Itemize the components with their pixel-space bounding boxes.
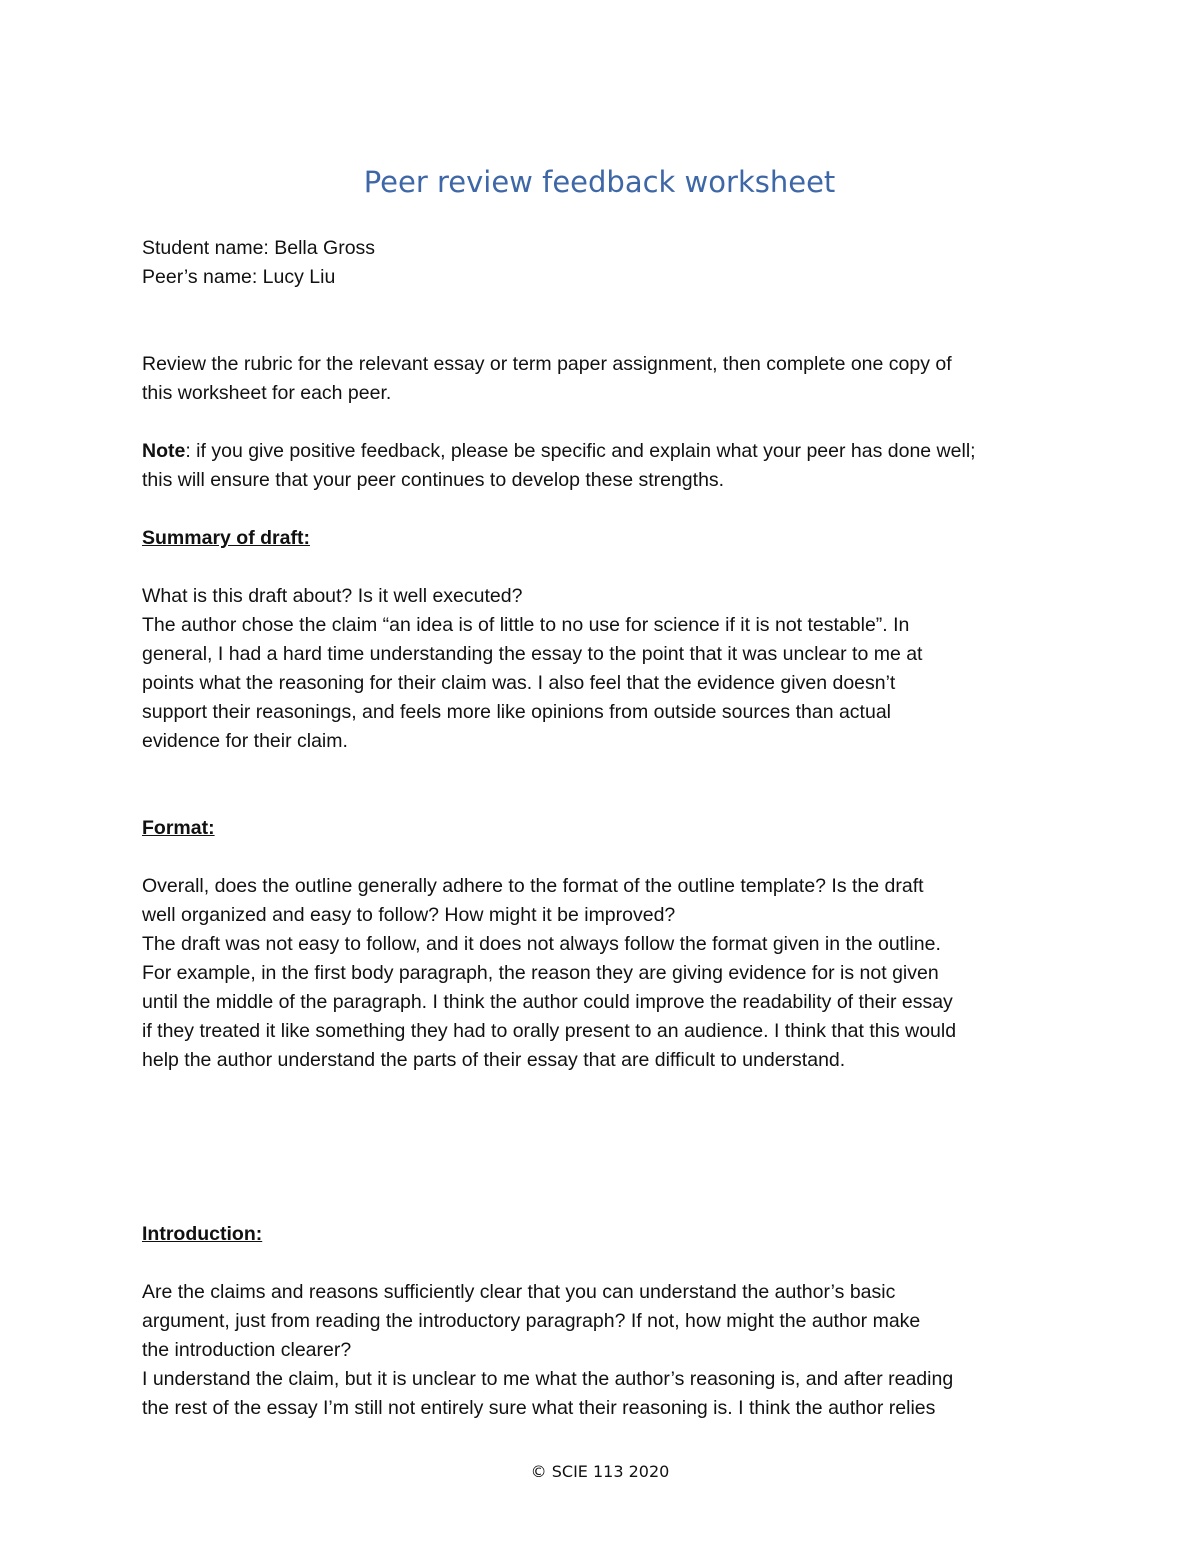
document-content: [142, 164, 1072, 1423]
instructions-line: this worksheet for each peer.: [142, 382, 392, 404]
spacer: [142, 553, 1072, 582]
spacer: [142, 292, 1072, 350]
summary-answer-line: general, I had a hard time understanding the essay to the point that it was unclear to me at: [142, 643, 923, 665]
introduction-answer-line: I understand the claim, but it is unclear to me what the author’s reasoning is, and after reading: [142, 1368, 954, 1390]
format-answer-line: if they treated it like something they had to orally present to an audience. I think that this would: [142, 1020, 957, 1042]
peer-name-line: Peer’s name: Lucy Liu: [142, 266, 336, 288]
instructions-paragraph: [142, 350, 1072, 408]
student-info: [142, 234, 1072, 292]
introduction-heading: Introduction:: [142, 1223, 263, 1245]
summary-answer-line: evidence for their claim.: [142, 730, 348, 752]
introduction-answer-line: the rest of the essay I’m still not entirely sure what their reasoning is. I think the author relies: [142, 1397, 936, 1419]
summary-answer-line: The author chose the claim “an idea is of little to no use for science if it is not testable”. In: [142, 614, 910, 636]
introduction-question-line: argument, just from reading the introductory paragraph? If not, how might the author make: [142, 1310, 921, 1332]
summary-section: [142, 524, 1072, 756]
summary-answer-line: support their reasonings, and feels more like opinions from outside sources than actual: [142, 701, 891, 723]
introduction-section: [142, 1220, 1072, 1423]
summary-answer-line: points what the reasoning for their claim was. I also feel that the evidence given doesn’t: [142, 672, 896, 694]
note-text: : if you give positive feedback, please be specific and explain what your peer has done well;: [185, 440, 976, 462]
spacer: [142, 1249, 1072, 1278]
spacer: [142, 408, 1072, 437]
format-heading: Format:: [142, 817, 215, 839]
note-label: Note: [142, 440, 186, 462]
note-line-1: [142, 437, 1072, 466]
page-title: Peer review feedback worksheet: [363, 165, 836, 199]
summary-heading: Summary of draft:: [142, 527, 310, 549]
spacer: [142, 843, 1072, 872]
note-line-2: this will ensure that your peer continues to develop these strengths.: [142, 469, 725, 491]
format-answer-line: help the author understand the parts of their essay that are difficult to understand.: [142, 1049, 846, 1071]
spacer: [142, 756, 1072, 814]
page-footer: © SCIE 113 2020: [530, 1462, 670, 1481]
summary-question: What is this draft about? Is it well executed?: [142, 585, 523, 607]
introduction-question-line: Are the claims and reasons sufficiently clear that you can understand the author’s basic: [142, 1281, 896, 1303]
student-name-line: Student name: Bella Gross: [142, 237, 376, 259]
format-answer-line: until the middle of the paragraph. I think the author could improve the readability of their essay: [142, 991, 953, 1013]
format-question-line: Overall, does the outline generally adhere to the format of the outline template? Is the draft: [142, 875, 924, 897]
spacer: [142, 1075, 1072, 1220]
format-question-line: well organized and easy to follow? How might it be improved?: [142, 904, 676, 926]
format-section: [142, 814, 1072, 1075]
introduction-question-line: the introduction clearer?: [142, 1339, 352, 1361]
note-paragraph: [142, 437, 1072, 495]
format-answer-line: The draft was not easy to follow, and it does not always follow the format given in the outline.: [142, 933, 941, 955]
spacer: [142, 495, 1072, 524]
format-answer-line: For example, in the first body paragraph, the reason they are giving evidence for is not given: [142, 962, 939, 984]
instructions-line: Review the rubric for the relevant essay or term paper assignment, then complete one copy of: [142, 353, 952, 375]
